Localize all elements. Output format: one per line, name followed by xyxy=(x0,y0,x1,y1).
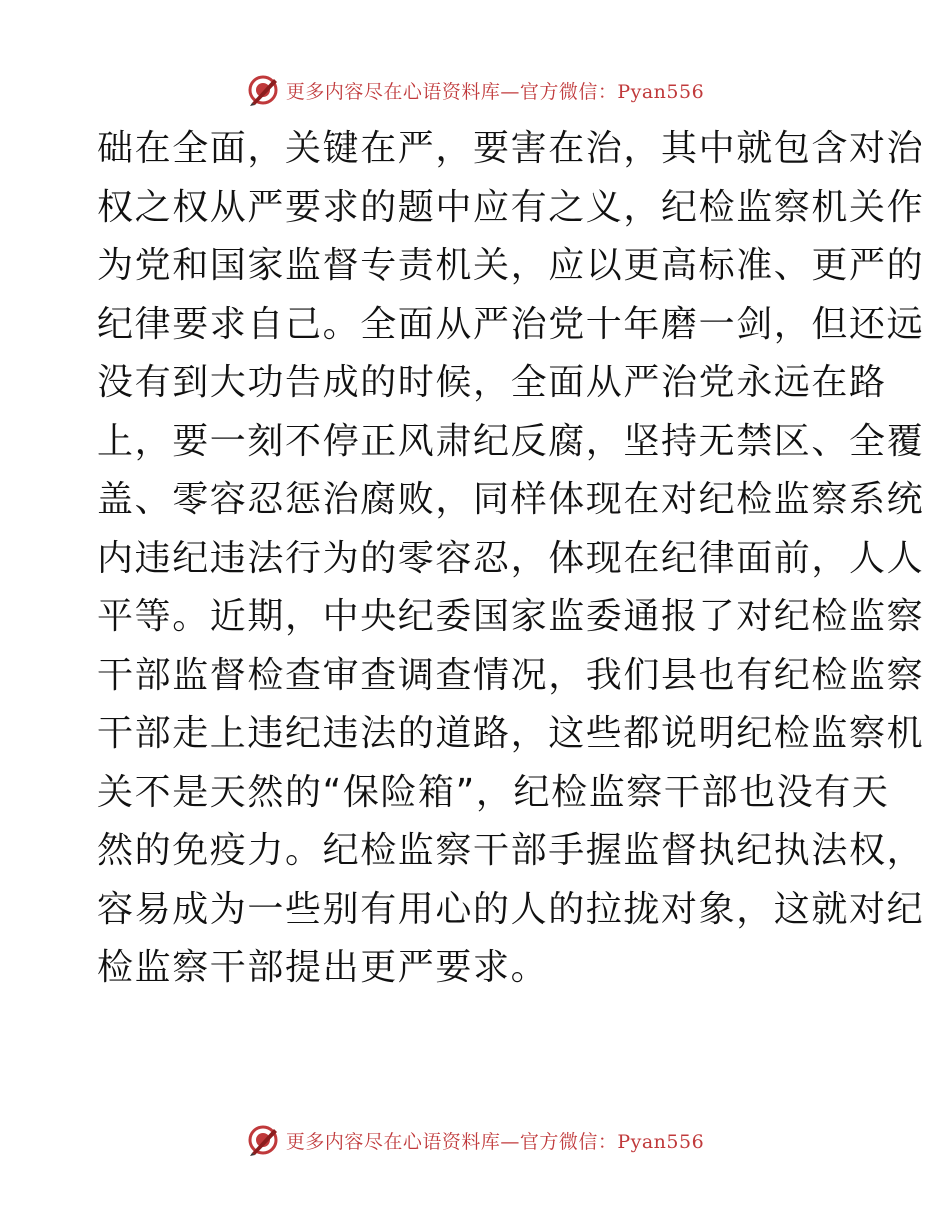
footer-banner-text: 更多内容尽在心语资料库—官方微信：Pyan556 xyxy=(285,1130,705,1153)
text-line: 然的免疫力。纪检监察干部手握监督执纪执法权， xyxy=(97,830,925,871)
pen-logo-icon xyxy=(246,1123,280,1157)
text-line: 础在全面，关键在严，要害在治，其中就包含对治 xyxy=(97,128,925,169)
footer-banner xyxy=(0,1120,950,1160)
text-line: 干部监督检查审查调查情况，我们县也有纪检监察 xyxy=(97,654,925,696)
text-line: 平等。近期，中央纪委国家监委通报了对纪检监察 xyxy=(97,596,925,637)
text-line: 盖、零容忍惩治腐败，同样体现在对纪检监察系统 xyxy=(97,479,925,520)
body-text xyxy=(97,120,925,998)
text-line: 为党和国家监督专责机关，应以更高标准、更严的 xyxy=(97,245,925,286)
header-banner xyxy=(0,70,950,110)
header-banner-inner xyxy=(246,73,704,107)
text-line: 检监察干部提出更严要求。 xyxy=(97,947,549,988)
footer-banner-inner xyxy=(246,1123,704,1157)
text-line: 上，要一刻不停正风肃纪反腐，坚持无禁区、全覆 xyxy=(97,420,925,462)
text-line: 关不是天然的“保险箱”，纪检监察干部也没有天 xyxy=(97,771,890,813)
text-line: 纪律要求自己。全面从严治党十年磨一剑，但还远 xyxy=(97,303,925,345)
pen-logo-icon xyxy=(246,73,280,107)
text-line: 容易成为一些别有用心的人的拉拢对象，这就对纪 xyxy=(97,888,925,930)
text-line: 权之权从严要求的题中应有之义，纪检监察机关作 xyxy=(97,186,925,228)
header-banner-text: 更多内容尽在心语资料库—官方微信：Pyan556 xyxy=(285,80,705,103)
text-line: 没有到大功告成的时候，全面从严治党永远在路 xyxy=(97,362,887,403)
text-line: 干部走上违纪违法的道路，这些都说明纪检监察机 xyxy=(97,713,925,754)
text-line: 内违纪违法行为的零容忍，体现在纪律面前，人人 xyxy=(97,537,925,579)
